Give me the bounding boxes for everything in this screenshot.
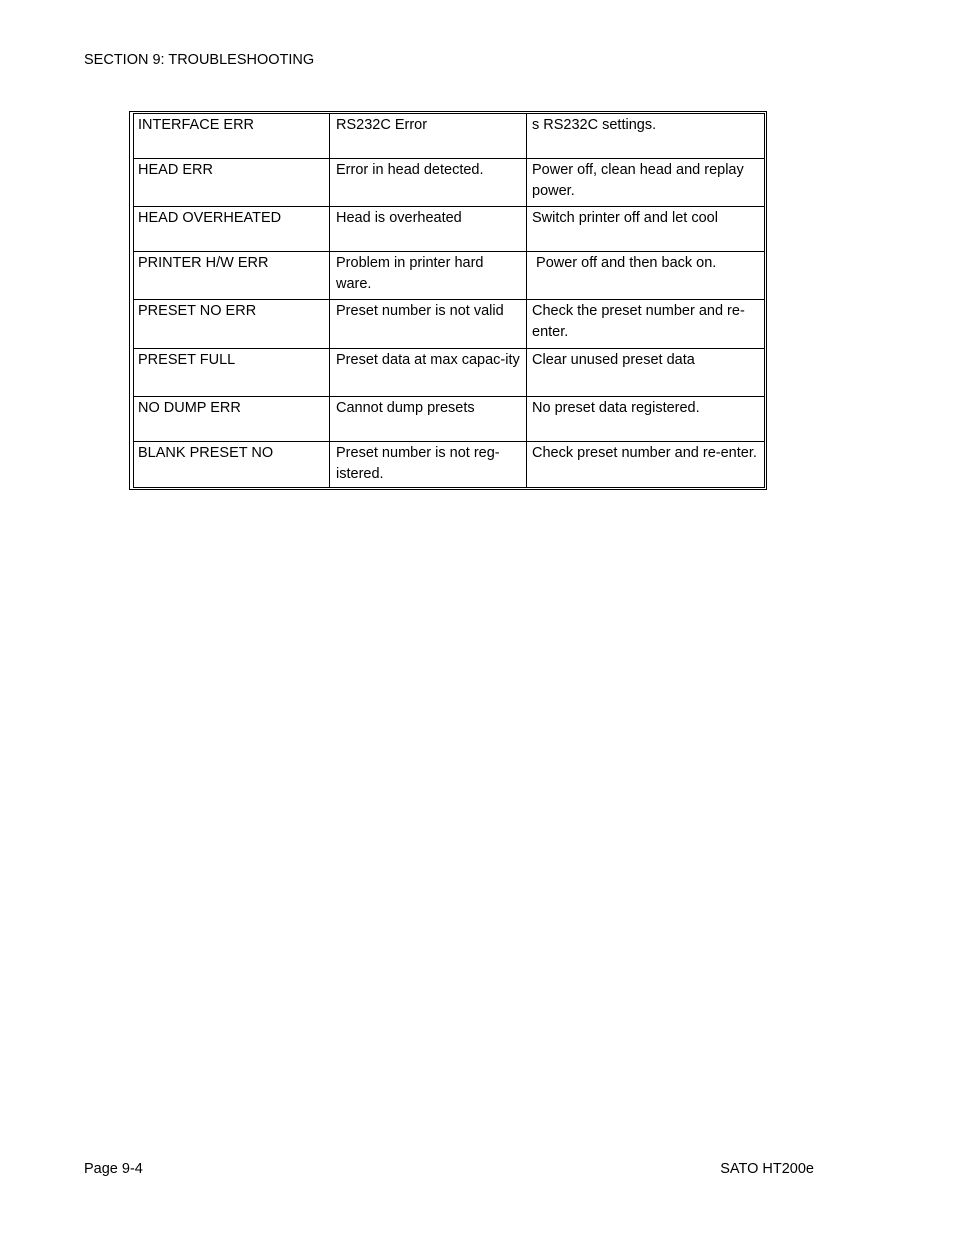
error-description-cell: RS232C Error	[330, 114, 527, 159]
error-description-cell: Problem in printer hard ware.	[330, 252, 527, 300]
error-code-cell: NO DUMP ERR	[134, 397, 330, 442]
error-remedy-cell: Switch printer off and let cool	[527, 207, 765, 252]
table-row	[134, 397, 765, 442]
table-row	[134, 114, 765, 159]
error-remedy-cell: Clear unused preset data	[527, 349, 765, 397]
table-row	[134, 442, 765, 488]
error-description-cell: Head is overheated	[330, 207, 527, 252]
error-code-cell: BLANK PRESET NO	[134, 442, 330, 488]
page-number: Page 9-4	[84, 1161, 143, 1177]
error-code-cell: PRESET FULL	[134, 349, 330, 397]
product-name: SATO HT200e	[720, 1161, 814, 1177]
error-remedy-cell: Power off and then back on.	[527, 252, 765, 300]
error-code-cell: HEAD ERR	[134, 159, 330, 207]
error-table-frame	[129, 111, 767, 490]
error-remedy-cell: s RS232C settings.	[527, 114, 765, 159]
error-remedy-cell: Check the preset number and re-enter.	[527, 300, 765, 349]
table-row	[134, 300, 765, 349]
error-remedy-cell: No preset data registered.	[527, 397, 765, 442]
error-description-cell: Cannot dump presets	[330, 397, 527, 442]
error-remedy-cell: Power off, clean head and replay power.	[527, 159, 765, 207]
error-table	[133, 113, 765, 488]
error-code-cell: PRESET NO ERR	[134, 300, 330, 349]
error-description-cell: Preset number is not reg-istered.	[330, 442, 527, 488]
error-code-cell: PRINTER H/W ERR	[134, 252, 330, 300]
error-code-cell: HEAD OVERHEATED	[134, 207, 330, 252]
section-title: SECTION 9: TROUBLESHOOTING	[84, 52, 315, 68]
error-description-cell: Error in head detected.	[330, 159, 527, 207]
error-description-cell: Preset data at max capac-ity	[330, 349, 527, 397]
table-row	[134, 349, 765, 397]
error-remedy-cell: Check preset number and re-enter.	[527, 442, 765, 488]
table-row	[134, 252, 765, 300]
error-code-cell: INTERFACE ERR	[134, 114, 330, 159]
error-description-cell: Preset number is not valid	[330, 300, 527, 349]
table-row	[134, 207, 765, 252]
table-row	[134, 159, 765, 207]
